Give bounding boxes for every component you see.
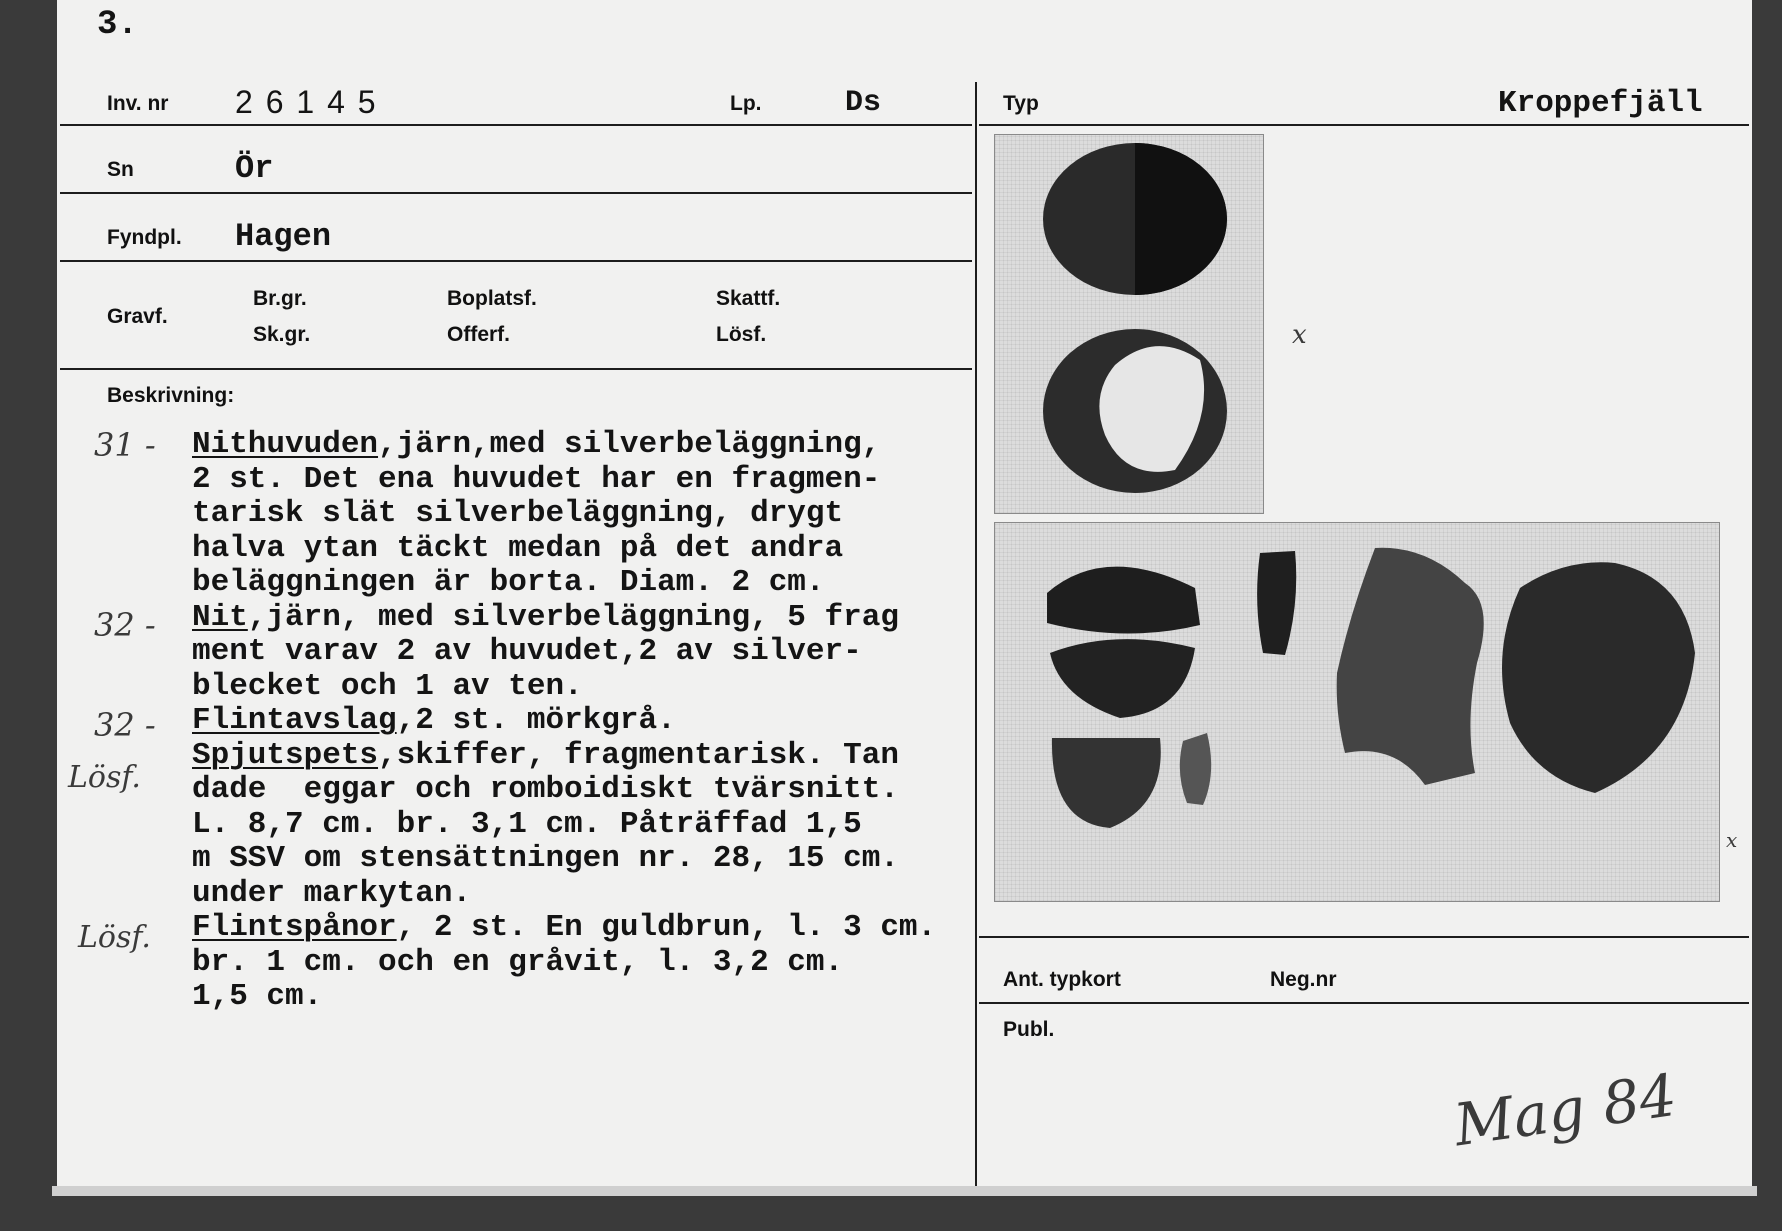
desc-line: L. 8,7 cm. br. 3,1 cm. Påträffad 1,5	[192, 806, 862, 842]
brgr-label: Br.gr.	[253, 287, 307, 310]
beskrivning-label: Beskrivning:	[107, 384, 235, 407]
desc-line: ment varav 2 av huvudet,2 av silver-	[192, 634, 862, 669]
sn-value: Ör	[235, 150, 274, 187]
rivet-heads-image	[995, 135, 1263, 513]
margin-note-losf-2: Lösf.	[78, 920, 151, 955]
row-line-publ	[979, 1002, 1749, 1004]
card-shadow	[52, 1186, 1757, 1196]
desc-line: dade eggar och romboidiskt tvärsnitt.	[192, 772, 899, 807]
lp-value: Ds	[845, 86, 882, 120]
description-text	[192, 428, 936, 1015]
fyndpl-label: Fyndpl.	[107, 226, 182, 249]
desc-line: m SSV om stensättningen nr. 28, 15 cm.	[192, 841, 899, 876]
desc-line: Spjutspets,skiffer, fragmentarisk. Tan	[192, 737, 899, 773]
row-line-1	[60, 124, 972, 126]
typ-value: Kroppefjäll	[1498, 86, 1703, 121]
skattf-label: Skattf.	[716, 287, 781, 310]
ant-typkort-label: Ant. typkort	[1003, 968, 1121, 991]
fyndpl-value: Hagen	[235, 218, 332, 255]
inv-nr-value: 2 6 1 4 5	[235, 84, 378, 120]
check-mark-2: x	[1726, 828, 1738, 852]
row-line-4	[60, 368, 972, 370]
publ-label: Publ.	[1003, 1018, 1055, 1041]
row-line-1-right	[979, 124, 1749, 126]
losf-label: Lösf.	[716, 323, 767, 346]
offerf-label: Offerf.	[447, 323, 510, 346]
photo-fragments	[994, 522, 1720, 902]
desc-line: 1,5 cm.	[192, 979, 323, 1014]
desc-line: beläggningen är borta. Diam. 2 cm.	[192, 565, 825, 600]
handwritten-footer: Mag 84	[1450, 1060, 1681, 1160]
desc-line: Nit,järn, med silverbeläggning, 5 frag	[192, 599, 899, 635]
typ-label: Typ	[1003, 92, 1039, 115]
margin-note-losf-1: Lösf.	[68, 760, 141, 795]
margin-note-32a: 32 -	[94, 606, 156, 644]
neg-nr-label: Neg.nr	[1270, 968, 1337, 991]
desc-line: halva ytan täckt medan på det andra	[192, 530, 844, 566]
boplatsf-label: Boplatsf.	[447, 287, 537, 310]
desc-line: Nithuvuden,järn,med silverbeläggning,	[192, 427, 881, 462]
desc-line: tarisk slät silverbeläggning, drygt	[192, 496, 844, 531]
desc-line: br. 1 cm. och en gråvit, l. 3,2 cm.	[192, 944, 844, 980]
check-mark: x	[1292, 320, 1307, 350]
column-divider	[975, 82, 977, 1186]
desc-line: Flintspånor, 2 st. En guldbrun, l. 3 cm.	[192, 910, 937, 945]
desc-line: blecket och 1 av ten.	[192, 668, 583, 704]
photo-rivet-heads	[994, 134, 1264, 514]
gravf-label: Gravf.	[107, 305, 168, 328]
desc-line: 2 st. Det ena huvudet har en fragmen-	[192, 461, 881, 497]
fragments-image	[995, 523, 1719, 901]
desc-line: under markytan.	[192, 875, 472, 911]
card-number: 3.	[97, 6, 138, 44]
margin-note-31: 31 -	[94, 426, 156, 464]
inv-nr-label: Inv. nr	[107, 92, 169, 115]
row-line-3	[60, 260, 972, 262]
row-line-2	[60, 192, 972, 194]
skgr-label: Sk.gr.	[253, 323, 311, 346]
lp-label: Lp.	[730, 92, 762, 115]
row-line-ant	[979, 936, 1749, 938]
desc-line: Flintavslag,2 st. mörkgrå.	[192, 703, 676, 738]
sn-label: Sn	[107, 158, 134, 181]
margin-note-32b: 32 -	[94, 706, 156, 744]
